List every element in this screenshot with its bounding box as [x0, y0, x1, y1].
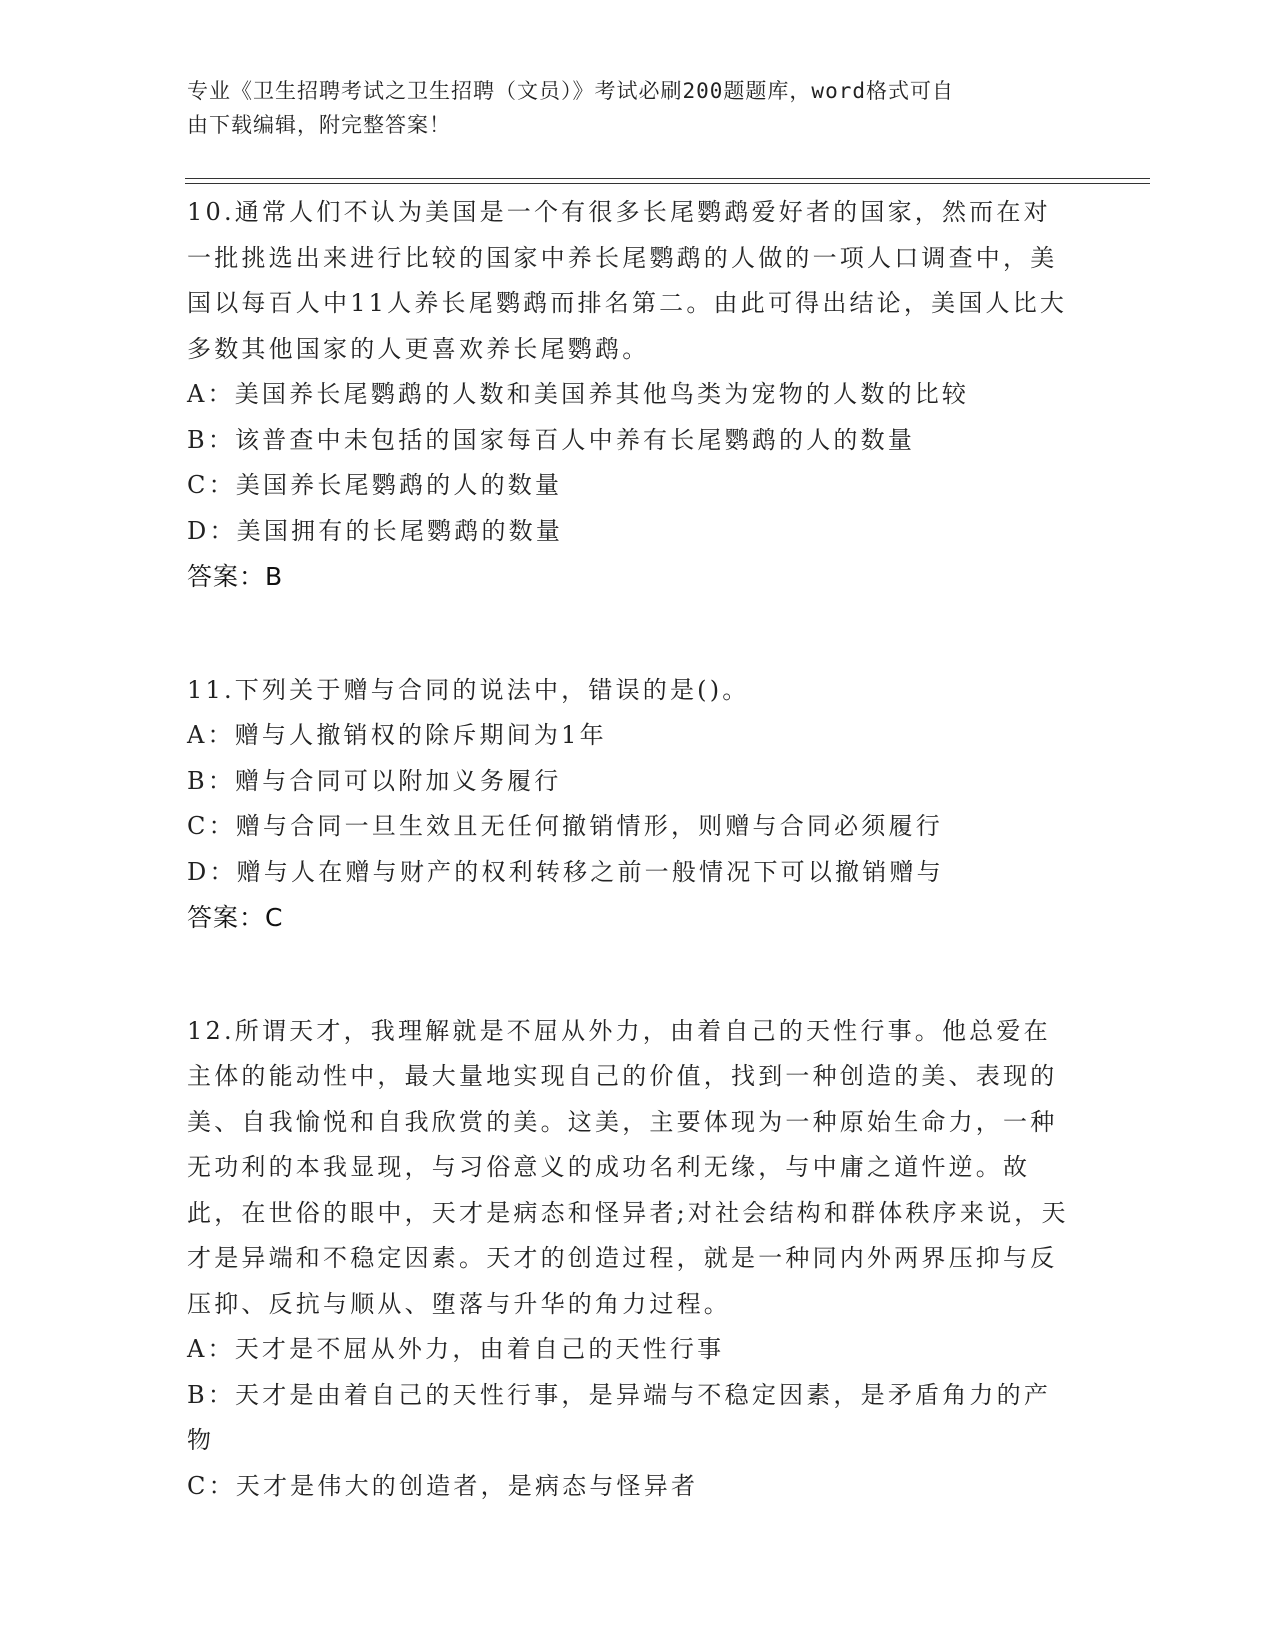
question-spacer: [187, 941, 1077, 1009]
option-a: A：天才是不屈从外力，由着自己的天性行事: [187, 1335, 725, 1363]
question-stem: 11.下列关于赠与合同的说法中，错误的是()。: [187, 675, 750, 704]
question-12: [187, 1009, 1077, 1510]
option-b: B：该普查中未包括的国家每百人中养有长尾鹦鹉的人的数量: [187, 425, 916, 454]
option-b: B：赠与合同可以附加义务履行: [187, 766, 562, 795]
question-stem: 10.通常人们不认为美国是一个有很多长尾鹦鹉爱好者的国家，然而在对一批挑选出来进行比较的国家中养长尾鹦鹉的人做的一项人口调查中，美国以每百人中11人养长尾鹦鹉而排名第二。由此可得出结论，美国人比大多数其他国家的人更喜欢养长尾鹦鹉。: [187, 198, 1068, 363]
header-divider-bottom: [185, 183, 1150, 184]
option-c: C：天才是伟大的创造者，是病态与怪异者: [187, 1471, 699, 1500]
option-a: A：赠与人撤销权的除斥期间为1年: [187, 721, 607, 749]
header-divider-top: [185, 178, 1150, 179]
header-line-2: 由下载编辑，附完整答案！: [187, 113, 451, 137]
option-c: C：美国养长尾鹦鹉的人的数量: [187, 471, 563, 499]
option-d: D：美国拥有的长尾鹦鹉的数量: [187, 516, 564, 545]
answer-label: 答案：B: [187, 562, 284, 591]
question-10: [187, 190, 1077, 600]
question-spacer: [187, 600, 1077, 668]
option-b: B：天才是由着自己的天性行事，是异端与不稳定因素，是矛盾角力的产物: [187, 1380, 1052, 1454]
option-d: D：赠与人在赠与财产的权利转移之前一般情况下可以撤销赠与: [187, 857, 944, 886]
option-a: A：美国养长尾鹦鹉的人数和美国养其他鸟类为宠物的人数的比较: [187, 380, 970, 408]
question-stem: 12.所谓天才，我理解就是不屈从外力，由着自己的天性行事。他总爱在主体的能动性中，最大量地实现自己的价值，找到一种创造的美、表现的美、自我愉悦和自我欣赏的美。这美，主要体现为一种原始生命力，一种无功利的本我显现，与习俗意义的成功名利无缘，与中庸之道忤逆。故此，在世俗的眼中，天才是病态和怪异者;对社会结构和群体秩序来说，天才是异端和不稳定因素。天才的创造过程，就是一种同内外两界压抑与反压抑、反抗与顺从、堕落与升华的角力过程。: [187, 1016, 1069, 1318]
question-list: [187, 190, 1077, 1509]
question-11: [187, 668, 1077, 941]
header-line-1: 专业《卫生招聘考试之卫生招聘（文员）》考试必刷200题题库，word格式可自: [187, 79, 954, 103]
answer-label: 答案：C: [187, 903, 284, 932]
option-c: C：赠与合同一旦生效且无任何撤销情形，则赠与合同必须履行: [187, 812, 943, 840]
document-header: [187, 74, 1067, 142]
